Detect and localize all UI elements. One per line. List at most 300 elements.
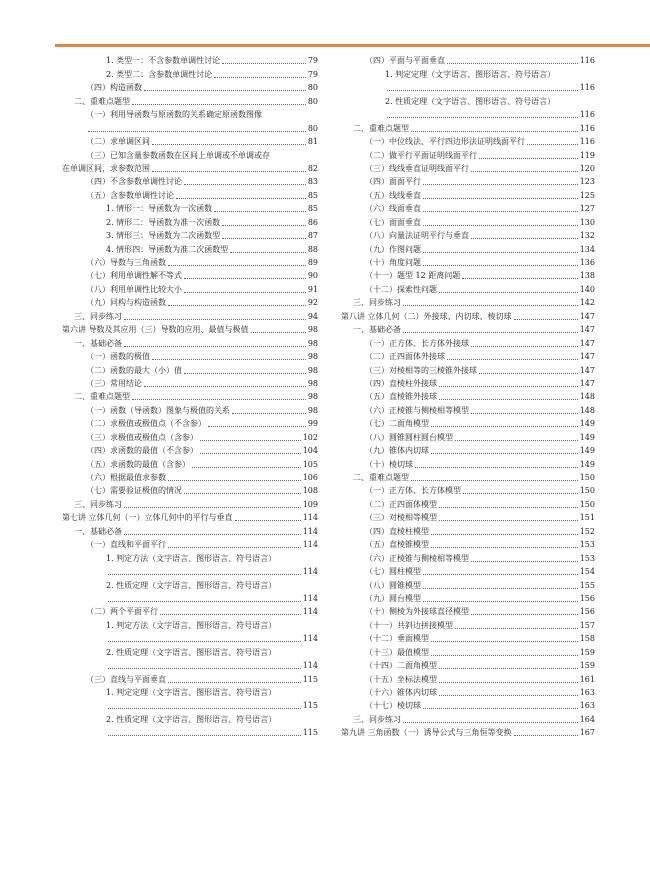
dot-leader (439, 399, 578, 400)
toc-entry-title: 在单调区间，求参数范围 (62, 163, 150, 173)
toc-entry-page: 92 (307, 298, 318, 308)
toc-entry-page: 123 (579, 177, 595, 187)
toc-entry[interactable] (341, 93, 595, 106)
toc-entry-page: 114 (302, 634, 318, 644)
toc-entry-page: 130 (579, 217, 595, 227)
toc-entry[interactable] (341, 671, 595, 684)
toc-entry-page: 119 (579, 150, 595, 160)
toc-entry[interactable] (341, 617, 595, 630)
toc-entry-page: 87 (307, 231, 318, 241)
toc-entry[interactable] (62, 483, 318, 496)
toc-entry-title: 1. 情形一：导函数为一次函数 (106, 204, 213, 214)
dot-leader (423, 184, 578, 185)
toc-entry-title: （四）构造函数 (86, 83, 142, 93)
toc-entry-title: 一、基础必备 (74, 338, 122, 348)
toc-entry[interactable] (341, 725, 595, 738)
dot-leader (423, 588, 578, 589)
dot-leader (431, 426, 578, 427)
dot-leader (184, 184, 306, 185)
dot-leader (168, 480, 301, 481)
dot-leader (200, 453, 301, 454)
toc-entry-page: 149 (579, 459, 595, 469)
dot-leader (184, 493, 301, 494)
toc-entry-title: （九）圆台模型 (365, 593, 421, 603)
toc-entry[interactable] (341, 201, 595, 214)
toc-entry[interactable] (62, 107, 318, 120)
dot-leader (423, 198, 578, 199)
toc-entry-page: 116 (579, 137, 595, 147)
toc-entry-page: 106 (302, 473, 318, 482)
toc-entry[interactable] (341, 685, 595, 698)
toc-entry-title: （八）向量法证明平行与垂直 (365, 231, 469, 241)
dot-leader (403, 305, 578, 306)
toc-entry-title: （三）对棱相等的三棱锥外接球 (365, 365, 477, 375)
toc-entry-page: 153 (579, 540, 595, 550)
toc-entry[interactable] (341, 322, 595, 335)
toc-entry[interactable] (62, 174, 318, 187)
toc-entry[interactable] (341, 550, 595, 563)
toc-entry-title: 2. 性质定理（文字语言、图形语言、符号语言） (385, 96, 556, 106)
toc-entry[interactable] (62, 658, 318, 671)
toc-entry[interactable] (341, 134, 595, 147)
toc-entry[interactable] (341, 523, 595, 536)
dot-leader (184, 278, 306, 279)
toc-entry[interactable] (341, 564, 595, 577)
toc-entry-page: 80 (307, 123, 318, 133)
toc-entry-title: （八）圆锥模型 (365, 580, 421, 590)
toc-entry-page: 125 (579, 190, 595, 200)
toc-entry-page: 147 (579, 365, 595, 375)
dot-leader (403, 722, 578, 723)
toc-entry-page: 150 (579, 473, 595, 482)
toc-entry-title: （九）作图问题 (365, 244, 421, 254)
toc-entry-page: 149 (579, 419, 595, 429)
toc-entry-title: 4. 情形四：导函数为准二次函数型 (106, 244, 229, 254)
toc-entry[interactable] (62, 241, 318, 254)
toc-entry[interactable] (62, 214, 318, 227)
toc-entry-page: 88 (307, 244, 318, 254)
toc-entry-title: （五）含参数单调性讨论 (86, 190, 174, 200)
toc-entry[interactable] (62, 564, 318, 577)
toc-entry[interactable] (62, 644, 318, 657)
toc-entry[interactable] (341, 389, 595, 402)
toc-entry[interactable] (62, 711, 318, 724)
dot-leader (423, 708, 578, 709)
toc-entry-page: 159 (579, 647, 595, 657)
toc-entry-title: （三）线线垂直证明线面平行 (365, 163, 469, 173)
toc-entry-title: （十）角度问题 (365, 258, 421, 267)
toc-entry-page: 91 (307, 284, 318, 294)
dot-leader (251, 332, 306, 333)
dot-leader (423, 252, 578, 253)
toc-entry[interactable] (341, 120, 595, 133)
dot-leader (214, 211, 306, 212)
toc-entry-page: 98 (307, 325, 318, 335)
toc-entry[interactable] (62, 93, 318, 106)
dot-leader (439, 682, 578, 683)
toc-entry[interactable] (62, 510, 318, 523)
toc-entry[interactable] (62, 53, 318, 66)
toc-entry-page: 151 (579, 513, 595, 523)
toc-entry-page: 132 (579, 231, 595, 241)
dot-leader (387, 90, 578, 91)
toc-entry-title: 二、重难点题型 (74, 392, 130, 402)
toc-entry[interactable] (62, 281, 318, 294)
dot-leader (124, 534, 301, 535)
dot-leader (471, 413, 578, 414)
toc-entry-title: 2. 性质定理（文字语言、图形语言、符号语言） (106, 647, 277, 657)
toc-entry[interactable] (341, 470, 595, 483)
toc-entry[interactable] (62, 228, 318, 241)
toc-entry-page: 157 (579, 620, 595, 630)
dot-leader (439, 292, 578, 293)
dot-leader (431, 534, 578, 535)
toc-entry-title: （七）利用单调性解不等式 (86, 271, 182, 281)
toc-entry[interactable] (62, 443, 318, 456)
toc-entry-title: （十一）共斜边拼接模型 (365, 620, 453, 630)
toc-entry[interactable] (341, 604, 595, 617)
dot-leader (88, 131, 306, 132)
toc-entry[interactable] (62, 591, 318, 604)
toc-entry[interactable] (341, 228, 595, 241)
toc-entry-title: （十二）垂面模型 (365, 634, 429, 644)
toc-entry-page: 147 (579, 352, 595, 362)
toc-entry-title: （一）中位线法、平行四边形法证明线面平行 (365, 137, 525, 147)
dot-leader (471, 346, 578, 347)
toc-entry-title: 三、同步练习 (353, 298, 401, 308)
toc-entry[interactable] (341, 376, 595, 389)
dot-leader (479, 373, 578, 374)
dot-leader (144, 386, 306, 387)
toc-entry-title: （八）圆锥圆柱圆台模型 (365, 432, 453, 442)
toc-entry-title: （五）求函数的最值（含参） (86, 459, 190, 469)
dot-leader (168, 305, 306, 306)
toc-entry[interactable] (341, 591, 595, 604)
toc-entry-title: 1. 判定方法（文字语言、图形语言、符号语言） (106, 620, 277, 630)
toc-entry[interactable] (341, 80, 595, 93)
toc-entry[interactable] (62, 322, 318, 335)
toc-entry[interactable] (62, 429, 318, 442)
dot-leader (108, 574, 301, 575)
toc-entry-page: 147 (579, 325, 595, 335)
toc-entry[interactable] (341, 362, 595, 375)
toc-entry-title: （七）面面垂直 (365, 217, 421, 227)
toc-entry-title: （二）函数的最大（小）值 (86, 365, 182, 375)
toc-entry-page: 83 (307, 177, 318, 187)
toc-entry[interactable] (341, 187, 595, 200)
toc-entry-title: 三、同步练习 (74, 499, 122, 509)
toc-entry-title: （十四）二面角模型 (365, 661, 437, 671)
toc-entry-title: （四）不含参数单调性讨论 (86, 177, 182, 187)
toc-entry-title: 3. 情形三：导函数为二次函数型 (106, 231, 221, 241)
toc-entry[interactable] (341, 66, 595, 79)
toc-entry-page: 80 (307, 96, 318, 106)
toc-entry[interactable] (62, 577, 318, 590)
toc-entry-title: （三）直线与平面垂直 (86, 674, 166, 684)
toc-entry[interactable] (62, 389, 318, 402)
toc-entry-page: 155 (579, 580, 595, 590)
toc-entry[interactable] (62, 80, 318, 93)
toc-entry-page: 81 (307, 137, 318, 147)
toc-entry-page: 114 (302, 526, 318, 536)
dot-leader (462, 278, 577, 279)
toc-entry-page: 114 (302, 540, 318, 550)
toc-entry[interactable] (62, 496, 318, 509)
toc-entry[interactable] (62, 335, 318, 348)
toc-entry-title: （十二）探索性问题 (365, 284, 437, 294)
toc-entry-page: 127 (579, 204, 595, 214)
toc-entry-title: （十）侧棱为外接球直径模型 (365, 607, 469, 617)
toc-entry[interactable] (341, 658, 595, 671)
toc-entry[interactable] (341, 214, 595, 227)
toc-entry[interactable] (341, 577, 595, 590)
toc-entry[interactable] (341, 644, 595, 657)
toc-entry-title: 第八讲 立体几何（二）外接球、内切球、棱切球 (341, 311, 512, 321)
dot-leader (471, 614, 578, 615)
toc-entry-title: （七）需要验证极值的情况 (86, 486, 182, 496)
dot-leader (387, 117, 578, 118)
toc-entry-title: 三、同步练习 (74, 311, 122, 321)
dot-leader (235, 520, 301, 521)
toc-entry-page: 147 (579, 378, 595, 388)
toc-entry-title: 三、同步练习 (353, 714, 401, 724)
toc-entry-page: 147 (579, 338, 595, 348)
toc-entry-page: 114 (302, 513, 318, 523)
toc-entry-title: （三）已知含量参数函数在区间上单调或不单调或存 (86, 150, 270, 160)
toc-entry-title: （三）对棱相等模型 (365, 513, 437, 523)
toc-entry-title: （五）直棱锥外接球 (365, 392, 437, 402)
toc-entry[interactable] (62, 617, 318, 630)
toc-entry-page: 156 (579, 607, 595, 617)
toc-entry-title: （一）函数的极值 (86, 352, 150, 362)
toc-entry[interactable] (62, 161, 318, 174)
dot-leader (168, 265, 306, 266)
toc-entry[interactable] (62, 402, 318, 415)
toc-entry[interactable] (62, 66, 318, 79)
toc-left-column (62, 53, 318, 738)
toc-entry-page: 90 (307, 271, 318, 281)
toc-entry-page: 150 (579, 499, 595, 509)
toc-entry[interactable] (341, 335, 595, 348)
toc-entry-page: 154 (579, 567, 595, 577)
toc-entry-page: 86 (307, 217, 318, 227)
toc-entry-title: 一、基础必备 (74, 526, 122, 536)
toc-entry[interactable] (62, 147, 318, 160)
toc-entry[interactable] (62, 685, 318, 698)
toc-entry-title: （六）正棱锥与侧棱相等模型 (365, 553, 469, 563)
toc-entry[interactable] (62, 456, 318, 469)
toc-entry[interactable] (62, 376, 318, 389)
toc-entry-page: 98 (307, 338, 318, 348)
toc-entry[interactable] (62, 349, 318, 362)
toc-entry-page: 149 (579, 446, 595, 456)
dot-leader (108, 708, 301, 709)
toc-entry[interactable] (62, 201, 318, 214)
toc-entry[interactable] (341, 429, 595, 442)
toc-entry[interactable] (62, 470, 318, 483)
toc-entry[interactable] (62, 698, 318, 711)
toc-entry-page: 163 (579, 688, 595, 697)
dot-leader (423, 225, 578, 226)
dot-leader (514, 319, 578, 320)
toc-entry-page: 153 (579, 553, 595, 563)
toc-entry[interactable] (341, 496, 595, 509)
toc-entry[interactable] (62, 537, 318, 550)
dot-leader (439, 507, 578, 508)
toc-entry-page: 116 (579, 123, 595, 133)
toc-entry[interactable] (62, 671, 318, 684)
toc-entry-page: 105 (302, 459, 318, 469)
toc-entry[interactable] (62, 362, 318, 375)
toc-entry-title: 第七讲 立体几何（一）立体几何中的平行与垂直 (62, 513, 233, 523)
toc-entry-title: 一、基础必备 (353, 325, 401, 335)
toc-entry[interactable] (62, 631, 318, 644)
toc-entry[interactable] (62, 268, 318, 281)
toc-entry-title: 第六讲 导数及其应用（三）导数的应用、最值与极值 (62, 325, 249, 335)
toc-entry-title: （十）棱切球 (365, 459, 413, 469)
dot-leader (184, 292, 306, 293)
toc-entry-page: 99 (307, 419, 318, 429)
toc-entry[interactable] (62, 416, 318, 429)
toc-entry-page: 116 (579, 83, 595, 93)
dot-leader (132, 399, 306, 400)
toc-entry-page: 140 (579, 284, 595, 294)
toc-entry-title: 二、重难点题型 (74, 96, 130, 106)
toc-entry[interactable] (341, 241, 595, 254)
toc-entry-title: 2. 类型二：含参数单调性讨论 (106, 69, 213, 79)
toc-entry-page: 79 (307, 56, 318, 66)
toc-entry-page: 102 (302, 432, 318, 442)
dot-leader (514, 735, 578, 736)
dot-leader (431, 641, 578, 642)
toc-entry-page: 98 (307, 365, 318, 375)
toc-entry-page: 136 (579, 258, 595, 267)
dot-leader (431, 655, 578, 656)
dot-leader (168, 682, 301, 683)
toc-entry[interactable] (62, 308, 318, 321)
toc-entry-title: （三）常用结论 (86, 378, 142, 388)
toc-entry-title: （二）求单调区间 (86, 137, 150, 147)
dot-leader (431, 547, 578, 548)
toc-entry-title: （九）锥体内切球 (365, 446, 429, 456)
toc-entry-title: （四）面面平行 (365, 177, 421, 187)
toc-entry-page: 98 (307, 392, 318, 402)
toc-entry-page: 79 (307, 69, 318, 79)
toc-entry-page: 150 (579, 486, 595, 496)
dot-leader (108, 735, 301, 736)
dot-leader (208, 426, 306, 427)
toc-entry[interactable] (62, 523, 318, 536)
dot-leader (527, 144, 578, 145)
toc-entry-page: 115 (302, 674, 318, 684)
toc-entry-page: 152 (579, 526, 595, 536)
toc-entry[interactable] (341, 711, 595, 724)
toc-entry[interactable] (341, 161, 595, 174)
toc-entry[interactable] (341, 631, 595, 644)
dot-leader (232, 413, 306, 414)
toc-entry[interactable] (341, 349, 595, 362)
dot-leader (222, 63, 306, 64)
toc-entry-page: 94 (307, 311, 318, 321)
toc-entry-page: 116 (579, 56, 595, 66)
toc-entry[interactable] (341, 147, 595, 160)
toc-entry[interactable] (62, 295, 318, 308)
toc-entry-page: 114 (302, 607, 318, 617)
dot-leader (152, 359, 306, 360)
toc-entry[interactable] (341, 53, 595, 66)
dot-leader (463, 493, 578, 494)
toc-entry-title: （二）正四面体外接球 (365, 352, 445, 362)
toc-entry[interactable] (341, 456, 595, 469)
toc-entry-title: （十一）题型 12 距离问题 (365, 271, 461, 281)
toc-entry[interactable] (62, 550, 318, 563)
toc-entry[interactable] (341, 281, 595, 294)
toc-entry[interactable] (62, 187, 318, 200)
toc-entry-page: 156 (579, 593, 595, 603)
toc-entry-page: 148 (579, 392, 595, 402)
toc-entry-title: （六）导数与三角函数 (86, 258, 166, 267)
toc-entry-page: 164 (579, 714, 595, 724)
toc-entry[interactable] (341, 308, 595, 321)
dot-leader (214, 77, 306, 78)
toc-entry-page: 104 (302, 446, 318, 456)
toc-entry[interactable] (341, 268, 595, 281)
dot-leader (423, 574, 578, 575)
dot-leader (108, 668, 301, 669)
dot-leader (411, 480, 578, 481)
toc-entry[interactable] (341, 483, 595, 496)
toc-entry[interactable] (341, 174, 595, 187)
toc-entry[interactable] (341, 510, 595, 523)
dot-leader (447, 63, 578, 64)
toc-entry[interactable] (341, 416, 595, 429)
toc-entry-title: （六）根据最值求参数 (86, 473, 166, 482)
toc-entry-page: 161 (579, 674, 595, 684)
toc-entry-title: （四）平面与平面垂直 (365, 56, 445, 66)
toc-entry[interactable] (341, 255, 595, 268)
toc-entry[interactable] (62, 255, 318, 268)
toc-entry-page: 147 (579, 311, 595, 321)
toc-entry-title: （六）正棱锥与侧棱相等模型 (365, 405, 469, 415)
toc-entry[interactable] (341, 107, 595, 120)
toc-entry[interactable] (62, 604, 318, 617)
toc-entry-page: 158 (579, 634, 595, 644)
toc-entry[interactable] (341, 443, 595, 456)
toc-entry[interactable] (341, 698, 595, 711)
toc-entry-page: 114 (302, 567, 318, 577)
toc-entry[interactable] (341, 537, 595, 550)
dot-leader (403, 332, 578, 333)
toc-entry-title: （十七）棱切球 (365, 701, 421, 711)
toc-entry-title: 1. 类型一：不含参数单调性讨论 (106, 56, 221, 66)
toc-entry-page: 85 (307, 204, 318, 214)
toc-entry-title: （九）同构与构造函数 (86, 298, 166, 308)
dot-leader (439, 520, 578, 521)
toc-entry-page: 109 (302, 499, 318, 509)
toc-entry[interactable] (62, 134, 318, 147)
toc-entry[interactable] (62, 120, 318, 133)
toc-entry[interactable] (62, 725, 318, 738)
dot-leader (471, 238, 578, 239)
toc-entry-title: （二）做平行平面证明线面平行 (365, 150, 477, 160)
dot-leader (479, 158, 578, 159)
toc-entry-title: （五）直棱锥模型 (365, 540, 429, 550)
toc-entry[interactable] (341, 402, 595, 415)
toc-entry-page: 159 (579, 661, 595, 671)
dot-leader (439, 695, 578, 696)
toc-entry[interactable] (341, 295, 595, 308)
dot-leader (108, 601, 301, 602)
